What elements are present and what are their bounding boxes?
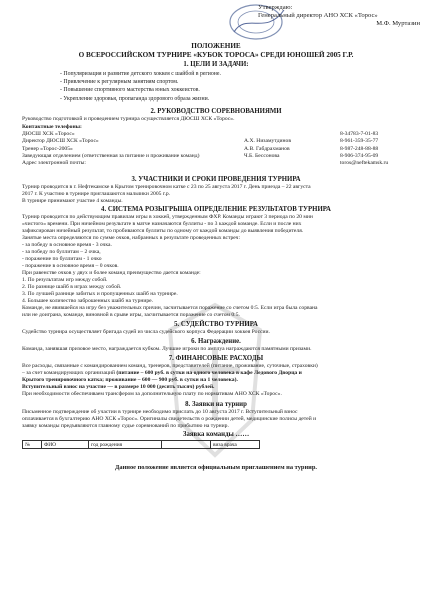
- section-2-intro: Руководство подготовкой и проведением турнира осуществляется ДЮСШ ХСК «Торос».: [22, 116, 235, 122]
- table-header-cell: год рождения: [89, 441, 162, 449]
- contact-role: ДЮСШ ХСК «Торос»: [22, 131, 75, 138]
- contact-row: [22, 138, 420, 145]
- text-line: - поражение в основное время – 0 очков.: [22, 263, 119, 269]
- section-6-text: Команда, занявшая призовое место, награждается кубком. Лучшие игроки по амплуа награждаются памятными призами.: [22, 346, 312, 352]
- table-header-row: [23, 441, 260, 449]
- section-8-text: [22, 409, 418, 430]
- section-8-title: 8. Заявки на турнир: [185, 401, 247, 408]
- document-title-line1: ПОЛОЖЕНИЕ: [191, 42, 241, 50]
- table-header-cell: ФИО: [42, 441, 89, 449]
- section-7-title: 7. ФИНАНСОВЫЕ РАСХОДЫ: [168, 355, 264, 362]
- contacts-header: Контактные телефоны:: [22, 124, 82, 130]
- text-line: 4. Большее количество заброшенных шайб на турнире.: [22, 298, 154, 304]
- contacts-block: [22, 124, 420, 167]
- text-line: При равенстве очков у двух и более команд преимущество дается команде:: [22, 270, 201, 276]
- text-fragment: – за счет командирующих организаций: [22, 370, 117, 376]
- section-5-text: Судейство турнира осуществляет бригада судей из числа судейского корпуса Федерации хоккея России.: [22, 329, 270, 335]
- section-1-title: 1. ЦЕЛИ И ЗАДАЧИ:: [183, 61, 249, 68]
- section-3-title: 3. УЧАСТНИКИ И СРОКИ ПРОВЕДЕНИЯ ТУРНИРА: [131, 176, 301, 183]
- text-line: 2. По разнице шайб в играх между собой.: [22, 284, 122, 290]
- text-line: зафиксирован ничейный результат, то пробиваются буллиты по одному от каждой команды до выявления победителя.: [22, 228, 304, 234]
- text-line: Занятые места определяются по сумме очков, набранных в результате проведенных встреч:: [22, 235, 241, 241]
- contact-role: Директор ДЮСШ ХСК «Торос»: [22, 138, 99, 145]
- contact-role: Тренер «Торос-2005»: [22, 145, 73, 152]
- text-line: оплачивается в бухгалтерию АНО ХСК «Торос». Оригиналы свидетельств о рождении детей, медицинские полисы детей и: [22, 416, 317, 422]
- section-1-goals: [60, 70, 360, 103]
- contact-email[interactable]: toros@neftekamsk.ru: [340, 159, 389, 166]
- section-6-title: 6. Награждение.: [191, 338, 241, 345]
- contact-phone: 8-906-374-95-09: [340, 152, 379, 159]
- text-line: 3. По лучшей разнице забитых и пропущенных шайб на турнире.: [22, 291, 178, 297]
- table-header-cell: [162, 441, 211, 449]
- table-header-cell: виза врача: [211, 441, 260, 449]
- document-title: [0, 42, 432, 59]
- section-3-text: [22, 184, 418, 205]
- text-line: Турнир проводится в г. Нефтекамске в Крытом тренировочном катке с 23 по 25 августа 2017 г. День приезда – 22 августа: [22, 184, 311, 190]
- approval-position: Генеральный директор АНО ХСК «Торос»: [258, 12, 378, 19]
- text-fragment-bold: (питание – 600 руб. в сутки на одного человека в кафе Ледового Дворца и: [116, 370, 302, 376]
- text-line: [22, 370, 418, 377]
- text-line: В турнире принимают участие 4 команды.: [22, 198, 123, 204]
- approval-signer: М.Ф. Муртазин: [376, 20, 420, 27]
- text-line: - поражение по буллитам - 1 очко: [22, 256, 102, 262]
- text-line: Письменное подтверждение об участии в турнире необходимо прислать до 10 августа 2017 г. Вступительный взнос: [22, 409, 298, 415]
- approval-block: [258, 4, 428, 27]
- contact-phone: 8-961-359-35-77: [340, 138, 379, 145]
- contact-name: А.В. Габдрахманов: [244, 145, 290, 152]
- contact-phone: 8-987-248-88-88: [340, 145, 379, 152]
- approval-label: Утверждаю:: [258, 4, 293, 11]
- goal-item: - Повышение спортивного мастерства юных хоккеистов.: [60, 87, 200, 94]
- goal-item: - Популяризация и развитие детского хоккея с шайбой в регионе.: [60, 71, 221, 77]
- contact-role: Адрес электронной почты:: [22, 159, 86, 166]
- section-5-title: 5. СУДЕЙСТВО ТУРНИРА: [174, 321, 258, 328]
- section-4-text: [22, 214, 418, 319]
- text-line: «чистого» времени. При ничейном результате в матче назначаются буллиты - по 3 каждой команде. Если и после них: [22, 221, 302, 227]
- section-2-title: 2. РУКОВОДСТВО СОРЕВНОВАНИЯМИ: [150, 108, 282, 115]
- table-header-cell: №: [23, 441, 42, 449]
- contact-role: Заведующая отделением (ответственная за питание и проживание команд): [22, 152, 200, 159]
- contact-name: А.Х. Низамутдинов: [244, 138, 291, 145]
- text-line: При необходимости обеспечиваем трансфером за дополнительную плату по нормативам АНО ХСК «Торос».: [22, 391, 282, 397]
- text-line: - за победу по буллитам – 2 очка,: [22, 249, 101, 255]
- contact-row: [22, 146, 420, 153]
- contact-row: [22, 131, 420, 138]
- text-line: Крытого тренировочного катка; проживание – 600 — 900 руб. в сутки на 1 человека).: [22, 377, 238, 383]
- contact-row: [22, 153, 420, 160]
- section-4-title: 4. СИСТЕМА РОЗЫГРЫША ОПРЕДЕЛЕНИЕ РЕЗУЛЬТАТОВ ТУРНИРА: [101, 206, 331, 213]
- document-title-line2: О ВСЕРОССИЙСКОМ ТУРНИРЕ «КУБОК ТОРОСА» СРЕДИ ЮНОШЕЙ 2005 Г.Р.: [78, 50, 354, 59]
- application-table: [22, 440, 260, 449]
- text-line: или не доиграна, команде, виновной в срыве игры, засчитывается поражение со счетом 0:5.: [22, 312, 240, 318]
- application-form-title: Заявка команды ……: [182, 431, 250, 438]
- section-7-text: [22, 363, 418, 398]
- contact-row: [22, 160, 420, 167]
- text-line: Вступительный взнос на участие — в размере 10 000 (десять тысяч) рублей.: [22, 384, 215, 390]
- text-line: 2017 г. К участию в турнире приглашаются мальчики 2005 г.р.: [22, 191, 171, 197]
- text-line: 1. По результатам игр между собой.: [22, 277, 108, 283]
- text-line: Все расходы, связанные с командированием команд, тренеров, представителей (питание, проживание, суточные, страховки): [22, 363, 318, 369]
- goal-item: - Привлечение к регулярным занятиям спортом.: [60, 79, 179, 86]
- text-line: - за победу в основное время - 3 очка.: [22, 242, 112, 248]
- text-line: заявку команды предъявляются главному судье соревнований по прибытию на турнир.: [22, 423, 229, 429]
- contact-name: Ч.Б. Бессонова: [244, 152, 280, 159]
- final-note: Данное положение является официальным приглашением на турнир.: [115, 464, 317, 471]
- text-line: Турнир проводится по действующим правилам игры в хоккей, утвержденным ФХР. Команды играют 3 периода по 20 мин: [22, 214, 313, 220]
- goal-item: - Укрепление здоровья, пропаганда здорового образа жизни.: [60, 95, 210, 102]
- contact-phone: 8-34783-7-01-83: [340, 131, 379, 138]
- text-line: Команде, не явившейся на игру без уважительных причин, засчитывается поражение со счетом 0:5. Если игра была сорвана: [22, 305, 318, 311]
